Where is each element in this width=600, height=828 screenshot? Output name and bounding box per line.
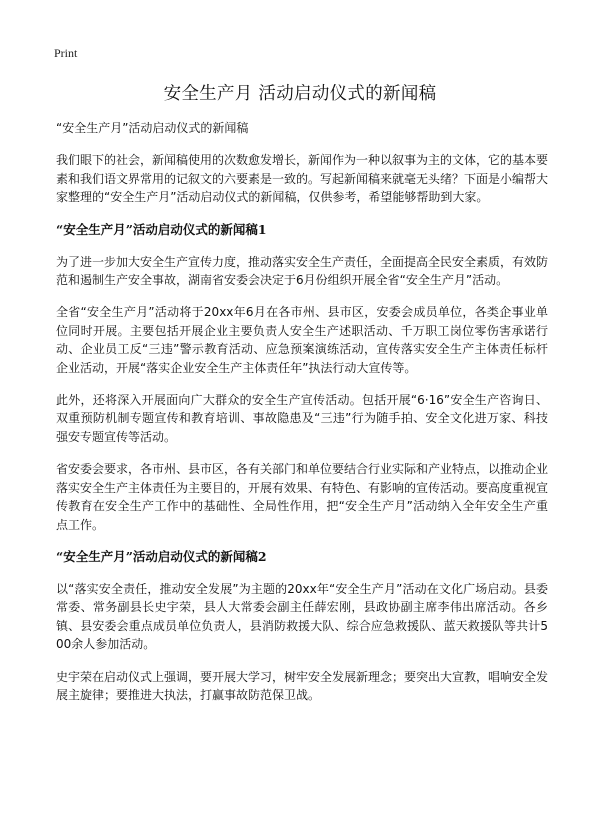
- intro-paragraph: 我们眼下的社会，新闻稿使用的次数愈发增长，新闻作为一种以叙事为主的文体，它的基本要素和我们语文界常用的记叙文的六要素是一致的。写起新闻稿来就毫无头绪？下面是小编帮大家整理的“安全生产月”活动启动仪式的新闻稿，仅供参考，希望能够帮助到大家。: [56, 153, 549, 205]
- article-subtitle: “安全生产月”活动启动仪式的新闻稿: [56, 121, 249, 135]
- section-1-paragraph: 省安委会要求，各市州、县市区，各有关部门和单位要结合行业实际和产业特点，以推动企业落实安全生产主体责任为主要目的，开展有效果、有特色、有影响的宣传活动。要高度重视宣传教育在安全生产工作中的基础性、全局性作用，把“安全生产月”活动纳入全年安全生产重点工作。: [56, 462, 549, 532]
- article-body: [56, 119, 548, 718]
- section-1-paragraph: 全省“安全生产月”活动将于20xx年6月在各市州、县市区，安委会成员单位，各类企事业单位同时开展。主要包括开展企业主要负责人安全生产述职活动、千万职工岗位零伤害承诺行动、企业员工反“三违”警示教育活动、应急预案演练活动，宣传落实安全生产主体责任标杆企业活动，开展“落实企业安全生产主体责任年”执法行动大宣传等。: [56, 305, 548, 375]
- page-title: 安全生产月 活动启动仪式的新闻稿: [163, 84, 437, 104]
- section-1-paragraph: 此外，还将深入开展面向广大群众的安全生产宣传活动。包括开展“6·16”安全生产咨询日、双重预防机制专题宣传和教育培训、事故隐患及“三违”行为随手拍、安全文化进万家、科技强安专题宣传等活动。: [56, 393, 548, 444]
- section-2-paragraph: 史宇荣在启动仪式上强调，要开展大学习，树牢安全发展新理念；要突出大宣教，唱响安全发展主旋律；要推进大执法，打赢事故防范保卫战。: [56, 669, 549, 702]
- print-link[interactable]: Print: [54, 46, 78, 60]
- section-2-heading: “安全生产月”活动启动仪式的新闻稿2: [56, 548, 267, 564]
- section-1-paragraph: 为了进一步加大安全生产宣传力度，推动落实安全生产责任，全面提高全民安全素质，有效防范和遏制生产安全事故，湖南省安委会决定于6月份组织开展全省“安全生产月”活动。: [56, 254, 549, 288]
- section-2-paragraph: 以“落实安全责任，推动安全发展”为主题的20xx年“安全生产月”活动在文化广场启动。县委常委、常务副县长史宇荣，县人大常委会副主任薛宏刚，县政协副主席李伟出席活动。各乡镇、县安委会重点成员单位负责人，县消防救援大队、综合应急救援队、蓝天救援队等共计500余人参加活动。: [56, 581, 548, 652]
- section-1-heading: “安全生产月”活动启动仪式的新闻稿1: [56, 221, 267, 237]
